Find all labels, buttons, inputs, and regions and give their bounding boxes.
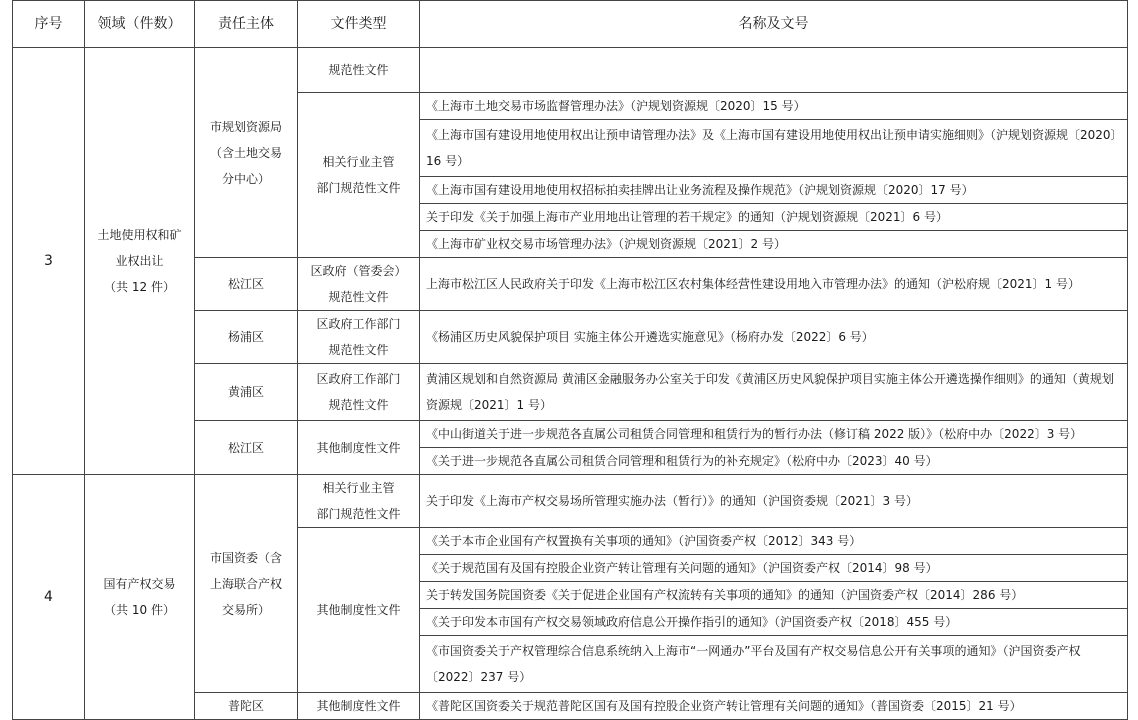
doc-type-cell: 其他制度性文件: [298, 693, 420, 720]
domain-line: 业权出让: [115, 254, 164, 268]
doc-name-cell: 《中山街道关于进一步规范各直属公司租赁合同管理和租赁行为的暂行办法（修订稿 2022 版）》（松府中办〔2022〕3 号）: [420, 421, 1128, 448]
header-row: [13, 1, 1128, 48]
doc-type-line: 区政府（管委会）: [310, 264, 407, 278]
subject-cell-putuo: 普陀区: [195, 693, 298, 720]
doc-type-cell: [298, 475, 420, 528]
subject-line: （含土地交易: [209, 145, 282, 160]
domain-cell-4: [85, 475, 195, 720]
table-row: [13, 48, 1128, 93]
doc-name-cell: 《关于本市企业国有产权置换有关事项的通知》（沪国资委产权〔2012〕343 号）: [420, 528, 1128, 555]
subject-line: 交易所）: [221, 602, 270, 617]
doc-type-cell: 规范性文件: [298, 48, 420, 93]
doc-type-line: 规范性文件: [328, 398, 389, 412]
subject-cell-planning: [195, 48, 298, 258]
header-doc-type: 文件类型: [298, 1, 420, 48]
doc-name-cell: 《关于印发本市国有产权交易领域政府信息公开操作指引的通知》（沪国资委产权〔2018〕455 号）: [420, 609, 1128, 636]
doc-name-cell: 《关于进一步规范各直属公司租赁合同管理和租赁行为的补充规定》（松府中办〔2023〕40 号）: [420, 448, 1128, 475]
doc-type-line: 规范性文件: [328, 290, 389, 304]
doc-name-cell: 《上海市矿业权交易市场管理办法》（沪规划资源规〔2021〕2 号）: [420, 231, 1128, 258]
subject-line: 市国资委（含: [209, 550, 282, 565]
doc-name-cell: 黄浦区规划和自然资源局 黄浦区金融服务办公室关于印发《黄浦区历史风貌保护项目实施主体公开遴选操作细则》的通知（黄规划资源规〔2021〕1 号）: [420, 364, 1128, 421]
doc-type-line: 部门规范性文件: [316, 181, 401, 195]
doc-type-line: 区政府工作部门: [316, 317, 401, 331]
subject-line: 上海联合产权: [209, 576, 282, 591]
doc-type-line: 规范性文件: [328, 343, 389, 357]
doc-name-cell: [420, 48, 1128, 93]
subject-cell-yangpu: 杨浦区: [195, 311, 298, 364]
domain-cell-3: [85, 48, 195, 475]
document-table: [12, 0, 1128, 720]
doc-type-cell: [298, 258, 420, 311]
header-name: 名称及文号: [420, 1, 1128, 48]
doc-type-cell: [298, 93, 420, 258]
subject-cell-huangpu: 黄浦区: [195, 364, 298, 421]
table-row: [13, 475, 1128, 528]
doc-name-cell: 关于印发《上海市产权交易场所管理实施办法（暂行）》的通知（沪国资委规〔2021〕3 号）: [420, 475, 1128, 528]
domain-line: 国有产权交易: [103, 577, 176, 591]
doc-name-cell: 关于转发国务院国资委《关于促进企业国有产权流转有关事项的通知》的通知（沪国资委产权〔2014〕286 号）: [420, 582, 1128, 609]
doc-type-cell: 其他制度性文件: [298, 421, 420, 475]
doc-name-cell: 关于印发《关于加强上海市产业用地出让管理的若干规定》的通知（沪规划资源规〔2021〕6 号）: [420, 204, 1128, 231]
doc-type-line: 相关行业主管: [322, 481, 395, 495]
doc-type-line: 相关行业主管: [322, 155, 395, 169]
subject-line: 分中心）: [221, 171, 270, 186]
domain-count: （共 12 件）: [104, 280, 175, 294]
doc-name-cell: 上海市松江区人民政府关于印发《上海市松江区农村集体经营性建设用地入市管理办法》的通知（沪松府规〔2021〕1 号）: [420, 258, 1128, 311]
subject-cell-sasac: [195, 475, 298, 693]
doc-type-line: 部门规范性文件: [316, 507, 401, 521]
doc-type-line: 区政府工作部门: [316, 372, 401, 386]
doc-name-cell: 《杨浦区历史风貌保护项目 实施主体公开遴选实施意见》（杨府办发〔2022〕6 号）: [420, 311, 1128, 364]
header-seq: 序号: [13, 1, 85, 48]
domain-count: （共 10 件）: [104, 603, 175, 617]
doc-name-cell: 《普陀区国资委关于规范普陀区国有及国有控股企业资产转让管理有关问题的通知》（普国资委〔2015〕21 号）: [420, 693, 1128, 720]
subject-cell-songjiang: 松江区: [195, 258, 298, 311]
doc-type-cell: [298, 311, 420, 364]
seq-cell-4: 4: [13, 475, 85, 720]
doc-name-cell: 《市国资委关于产权管理综合信息系统纳入上海市“一网通办”平台及国有产权交易信息公开有关事项的通知》（沪国资委产权〔2022〕237 号）: [420, 636, 1128, 693]
doc-name-cell: 《上海市国有建设用地使用权出让预申请管理办法》及《上海市国有建设用地使用权出让预申请实施细则》（沪规划资源规〔2020〕16 号）: [420, 120, 1128, 177]
domain-line: 土地使用权和矿: [97, 228, 182, 242]
header-subject: 责任主体: [195, 1, 298, 48]
doc-name-cell: 《上海市土地交易市场监督管理办法》（沪规划资源规〔2020〕15 号）: [420, 93, 1128, 120]
header-domain: 领域（件数）: [85, 1, 195, 48]
doc-name-cell: 《关于规范国有及国有控股企业资产转让管理有关问题的通知》（沪国资委产权〔2014〕98 号）: [420, 555, 1128, 582]
seq-cell-3: 3: [13, 48, 85, 475]
subject-cell-songjiang: 松江区: [195, 421, 298, 475]
doc-name-cell: 《上海市国有建设用地使用权招标拍卖挂牌出让业务流程及操作规范》（沪规划资源规〔2020〕17 号）: [420, 177, 1128, 204]
doc-type-cell: 其他制度性文件: [298, 528, 420, 693]
doc-type-cell: [298, 364, 420, 421]
subject-line: 市规划资源局: [209, 119, 282, 134]
